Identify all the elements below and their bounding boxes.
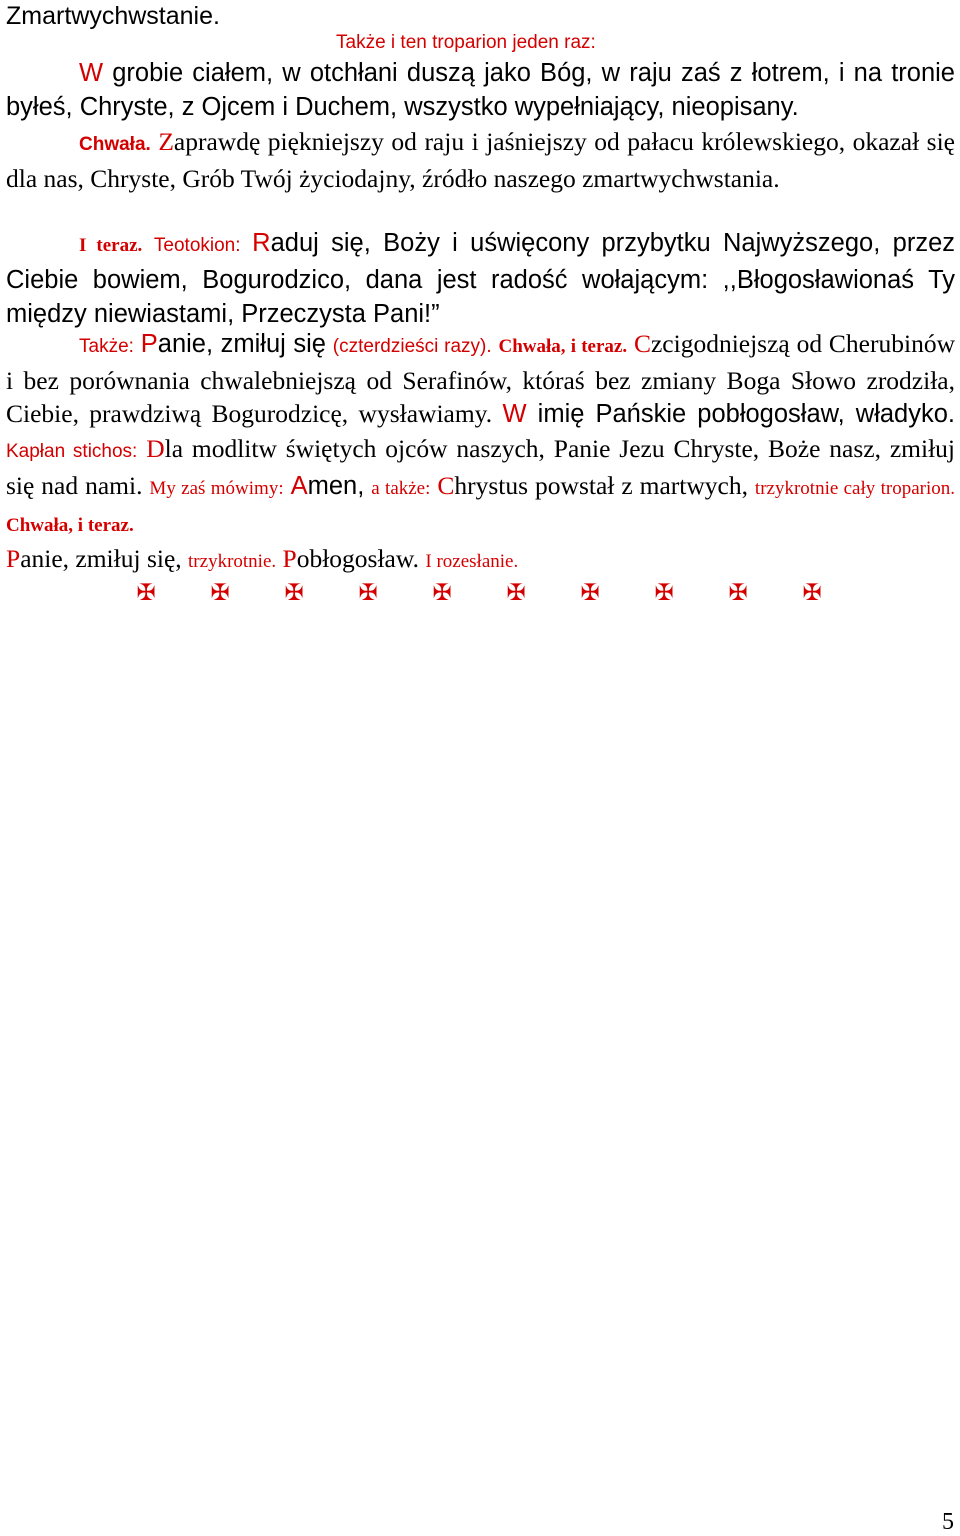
paragraph-theotokion bbox=[6, 226, 955, 332]
cross-icon: ✠ bbox=[580, 580, 600, 606]
paragraph-text: aprawdę piękniejszy od raju i jaśniejszy od pałacu królewskiego, okazał się dla nas, Chryste, Grób Twój życiodajny, źródło naszego zmartwychwstania. bbox=[6, 127, 955, 193]
initial-capital: D bbox=[146, 434, 165, 464]
rubric-label: a także: bbox=[371, 477, 431, 499]
initial-capital: Z bbox=[158, 127, 174, 156]
rubric-label: I teraz. bbox=[79, 235, 143, 256]
paragraph-text: obłogosław. bbox=[296, 544, 419, 574]
cross-icon: ✠ bbox=[210, 580, 230, 606]
paragraph-text: men, bbox=[307, 471, 365, 500]
rubric-instruction: Także i ten troparion jeden raz: bbox=[336, 32, 596, 53]
initial-capital: R bbox=[252, 229, 271, 257]
paragraph-text: imię Pańskie pobłogosław, władyko. bbox=[526, 400, 955, 429]
cross-icon: ✠ bbox=[432, 580, 452, 606]
rubric-label: Kapłan stichos: bbox=[6, 441, 138, 463]
rubric-label: I rozesłanie. bbox=[425, 551, 519, 573]
cross-icon: ✠ bbox=[802, 580, 822, 606]
rubric-label: Także: bbox=[79, 336, 134, 357]
rubric-label: Chwała, i teraz. bbox=[498, 336, 628, 357]
initial-capital: A bbox=[290, 471, 308, 500]
initial-capital: P bbox=[6, 544, 21, 574]
cross-icon: ✠ bbox=[284, 580, 304, 606]
page-number: 5 bbox=[942, 1509, 954, 1535]
initial-capital: P bbox=[140, 330, 158, 358]
paragraph-text: hrystus powstał z martwych, bbox=[454, 470, 748, 500]
cross-icon: ✠ bbox=[358, 580, 378, 606]
paragraph-dismissal bbox=[6, 327, 955, 579]
rubric-label: Teotokion: bbox=[153, 235, 241, 256]
paragraph-text: anie, zmiłuj się bbox=[157, 330, 326, 358]
paragraph-text: anie, zmiłuj się, bbox=[20, 544, 182, 574]
initial-capital: P bbox=[282, 544, 297, 574]
initial-capital: C bbox=[437, 470, 455, 500]
rubric-label: trzykrotnie. bbox=[188, 551, 277, 573]
cross-ornament-row bbox=[133, 580, 833, 612]
paragraph-text: aduj się, Boży i uświęcony przybytku Najwyższego, przez Ciebie bowiem, Bogurodzico, dana jest radość wołającym: ,,Błogosławionaś Ty między niewiastami, Przeczysta Pani!” bbox=[6, 229, 956, 329]
rubric-label: (czterdzieści razy). bbox=[332, 336, 492, 357]
paragraph-glory bbox=[6, 125, 955, 195]
initial-capital: W bbox=[502, 400, 527, 429]
cross-icon: ✠ bbox=[654, 580, 674, 606]
paragraph-text: grobie ciałem, w otchłani duszą jako Bóg, w raju zaś z łotrem, i na tronie byłeś, Chryste, z Ojcem i Duchem, wszystko wypełniający, nieopisany. bbox=[6, 59, 955, 121]
paragraph-troparion bbox=[6, 57, 955, 124]
cross-icon: ✠ bbox=[728, 580, 748, 606]
initial-capital: W bbox=[79, 59, 104, 87]
cross-icon: ✠ bbox=[506, 580, 526, 606]
paragraph-text: zcigodniejszą od Cherubinów i bez porównania chwalebniejszą od Serafinów, któraś bez zmiany Boga Słowo zrodziła, Ciebie, prawdziwą Bogurodzicę, wysławiamy. bbox=[6, 329, 955, 429]
cross-icon: ✠ bbox=[136, 580, 156, 606]
paragraph-text: la modlitw świętych ojców naszych, Panie Jezu Chryste, Boże nasz, zmiłuj się nad nami. bbox=[6, 434, 955, 500]
heading-line: Zmartwychwstanie. bbox=[6, 2, 220, 30]
rubric-label: My zaś mówimy: bbox=[149, 477, 284, 499]
rubric-label: trzykrotnie cały troparion. bbox=[754, 477, 956, 499]
initial-capital: C bbox=[633, 329, 651, 358]
rubric-label: Chwała, i teraz. bbox=[6, 514, 134, 536]
rubric-label: Chwała. bbox=[79, 134, 151, 155]
